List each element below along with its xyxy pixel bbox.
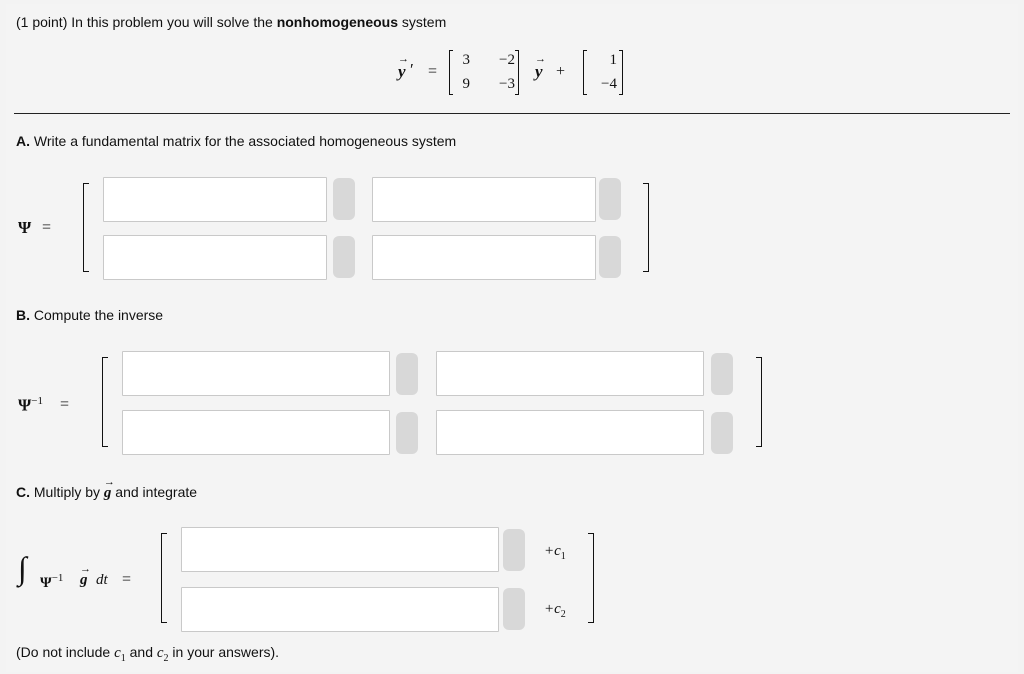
section-divider — [14, 113, 1010, 114]
part-b-heading — [16, 307, 163, 323]
plus-sign: + — [556, 63, 566, 80]
footer-text-mid: and — [125, 644, 157, 660]
y-vector-rhs: → y — [535, 62, 543, 82]
part-c-equals: = — [122, 571, 132, 588]
forcing-right-bracket — [619, 50, 623, 95]
coef-matrix-right-bracket — [515, 50, 519, 95]
vector-c-left-bracket — [161, 533, 167, 623]
g-vector: → g — [104, 485, 112, 502]
matrix-a-left-bracket — [83, 183, 89, 272]
part-b-equals: = — [60, 396, 70, 413]
matrix-b-left-bracket — [102, 357, 108, 447]
psi-inv-12-input[interactable] — [436, 351, 704, 396]
equals-sign: = — [428, 63, 438, 80]
plus-c1: $+c_1$ — [544, 543, 566, 562]
coef-a11: 3 — [462, 52, 470, 68]
part-c-label: C. — [16, 484, 30, 500]
intro-bold: nonhomogeneous — [276, 14, 399, 30]
psi-inv-11-preview-button[interactable] — [396, 353, 418, 395]
part-a-equals: = — [42, 219, 52, 236]
vector-c-right-bracket — [588, 533, 594, 623]
psi-12-input[interactable] — [372, 177, 596, 222]
psi-12-preview-button[interactable] — [599, 178, 621, 220]
footer-note — [16, 644, 279, 664]
plus-c2: $+c_2$ — [544, 601, 566, 620]
dt: dt — [96, 572, 108, 588]
part-a-heading — [16, 133, 456, 149]
intro-suffix: system — [398, 14, 447, 30]
part-a-text: Write a fundamental matrix for the associated homogeneous system — [30, 133, 457, 149]
part-a-label: A. — [16, 133, 30, 149]
footer-text-before: (Do not include — [16, 644, 115, 660]
forcing-g1: 1 — [609, 52, 617, 68]
psi-symbol: Ψ — [18, 218, 32, 237]
footer-text-after: in your answers). — [168, 644, 280, 660]
forcing-g2: −4 — [601, 76, 617, 92]
problem-panel — [6, 4, 1018, 672]
g-vector-in-integral: → g — [80, 572, 88, 589]
y-vector-lhs: → y — [398, 62, 406, 82]
integral-sign: ∫ — [18, 550, 27, 586]
c1-symbol: $c_1$ — [114, 645, 126, 664]
psi-11-input[interactable] — [103, 177, 327, 222]
matrix-b-right-bracket — [756, 357, 762, 447]
integral-1-input[interactable] — [181, 527, 499, 572]
psi-22-preview-button[interactable] — [599, 236, 621, 278]
psi-22-input[interactable] — [372, 235, 596, 280]
forcing-left-bracket — [583, 50, 587, 95]
psi-inv-12-preview-button[interactable] — [711, 353, 733, 395]
psi-inverse-in-integral: $\Psi^{-1}$ — [40, 572, 64, 591]
psi-inv-11-input[interactable] — [122, 351, 390, 396]
integral-2-input[interactable] — [181, 587, 499, 632]
psi-11-preview-button[interactable] — [333, 178, 355, 220]
coef-a22: −3 — [499, 76, 515, 92]
part-b-text: Compute the inverse — [30, 307, 164, 323]
integral-2-preview-button[interactable] — [503, 588, 525, 630]
c2-symbol: $c_2$ — [156, 645, 169, 664]
problem-intro — [16, 14, 446, 30]
part-b-label: B. — [16, 307, 30, 323]
coef-a21: 9 — [462, 76, 470, 92]
matrix-a-right-bracket — [643, 183, 649, 272]
psi-inv-21-input[interactable] — [122, 410, 390, 455]
psi-inverse-symbol: $\Psi^{-1}$ — [18, 395, 43, 415]
psi-21-input[interactable] — [103, 235, 327, 280]
part-c-text-after: and integrate — [111, 484, 198, 500]
prime-mark: ′ — [410, 60, 414, 79]
psi-21-preview-button[interactable] — [333, 236, 355, 278]
coef-a12: −2 — [499, 52, 515, 68]
intro-text: (1 point) In this problem you will solve the — [16, 14, 277, 30]
psi-inv-22-input[interactable] — [436, 410, 704, 455]
psi-inv-22-preview-button[interactable] — [711, 412, 733, 454]
psi-inv-21-preview-button[interactable] — [396, 412, 418, 454]
part-c-heading — [16, 484, 197, 502]
part-c-text-before: Multiply by — [30, 484, 104, 500]
integral-1-preview-button[interactable] — [503, 529, 525, 571]
